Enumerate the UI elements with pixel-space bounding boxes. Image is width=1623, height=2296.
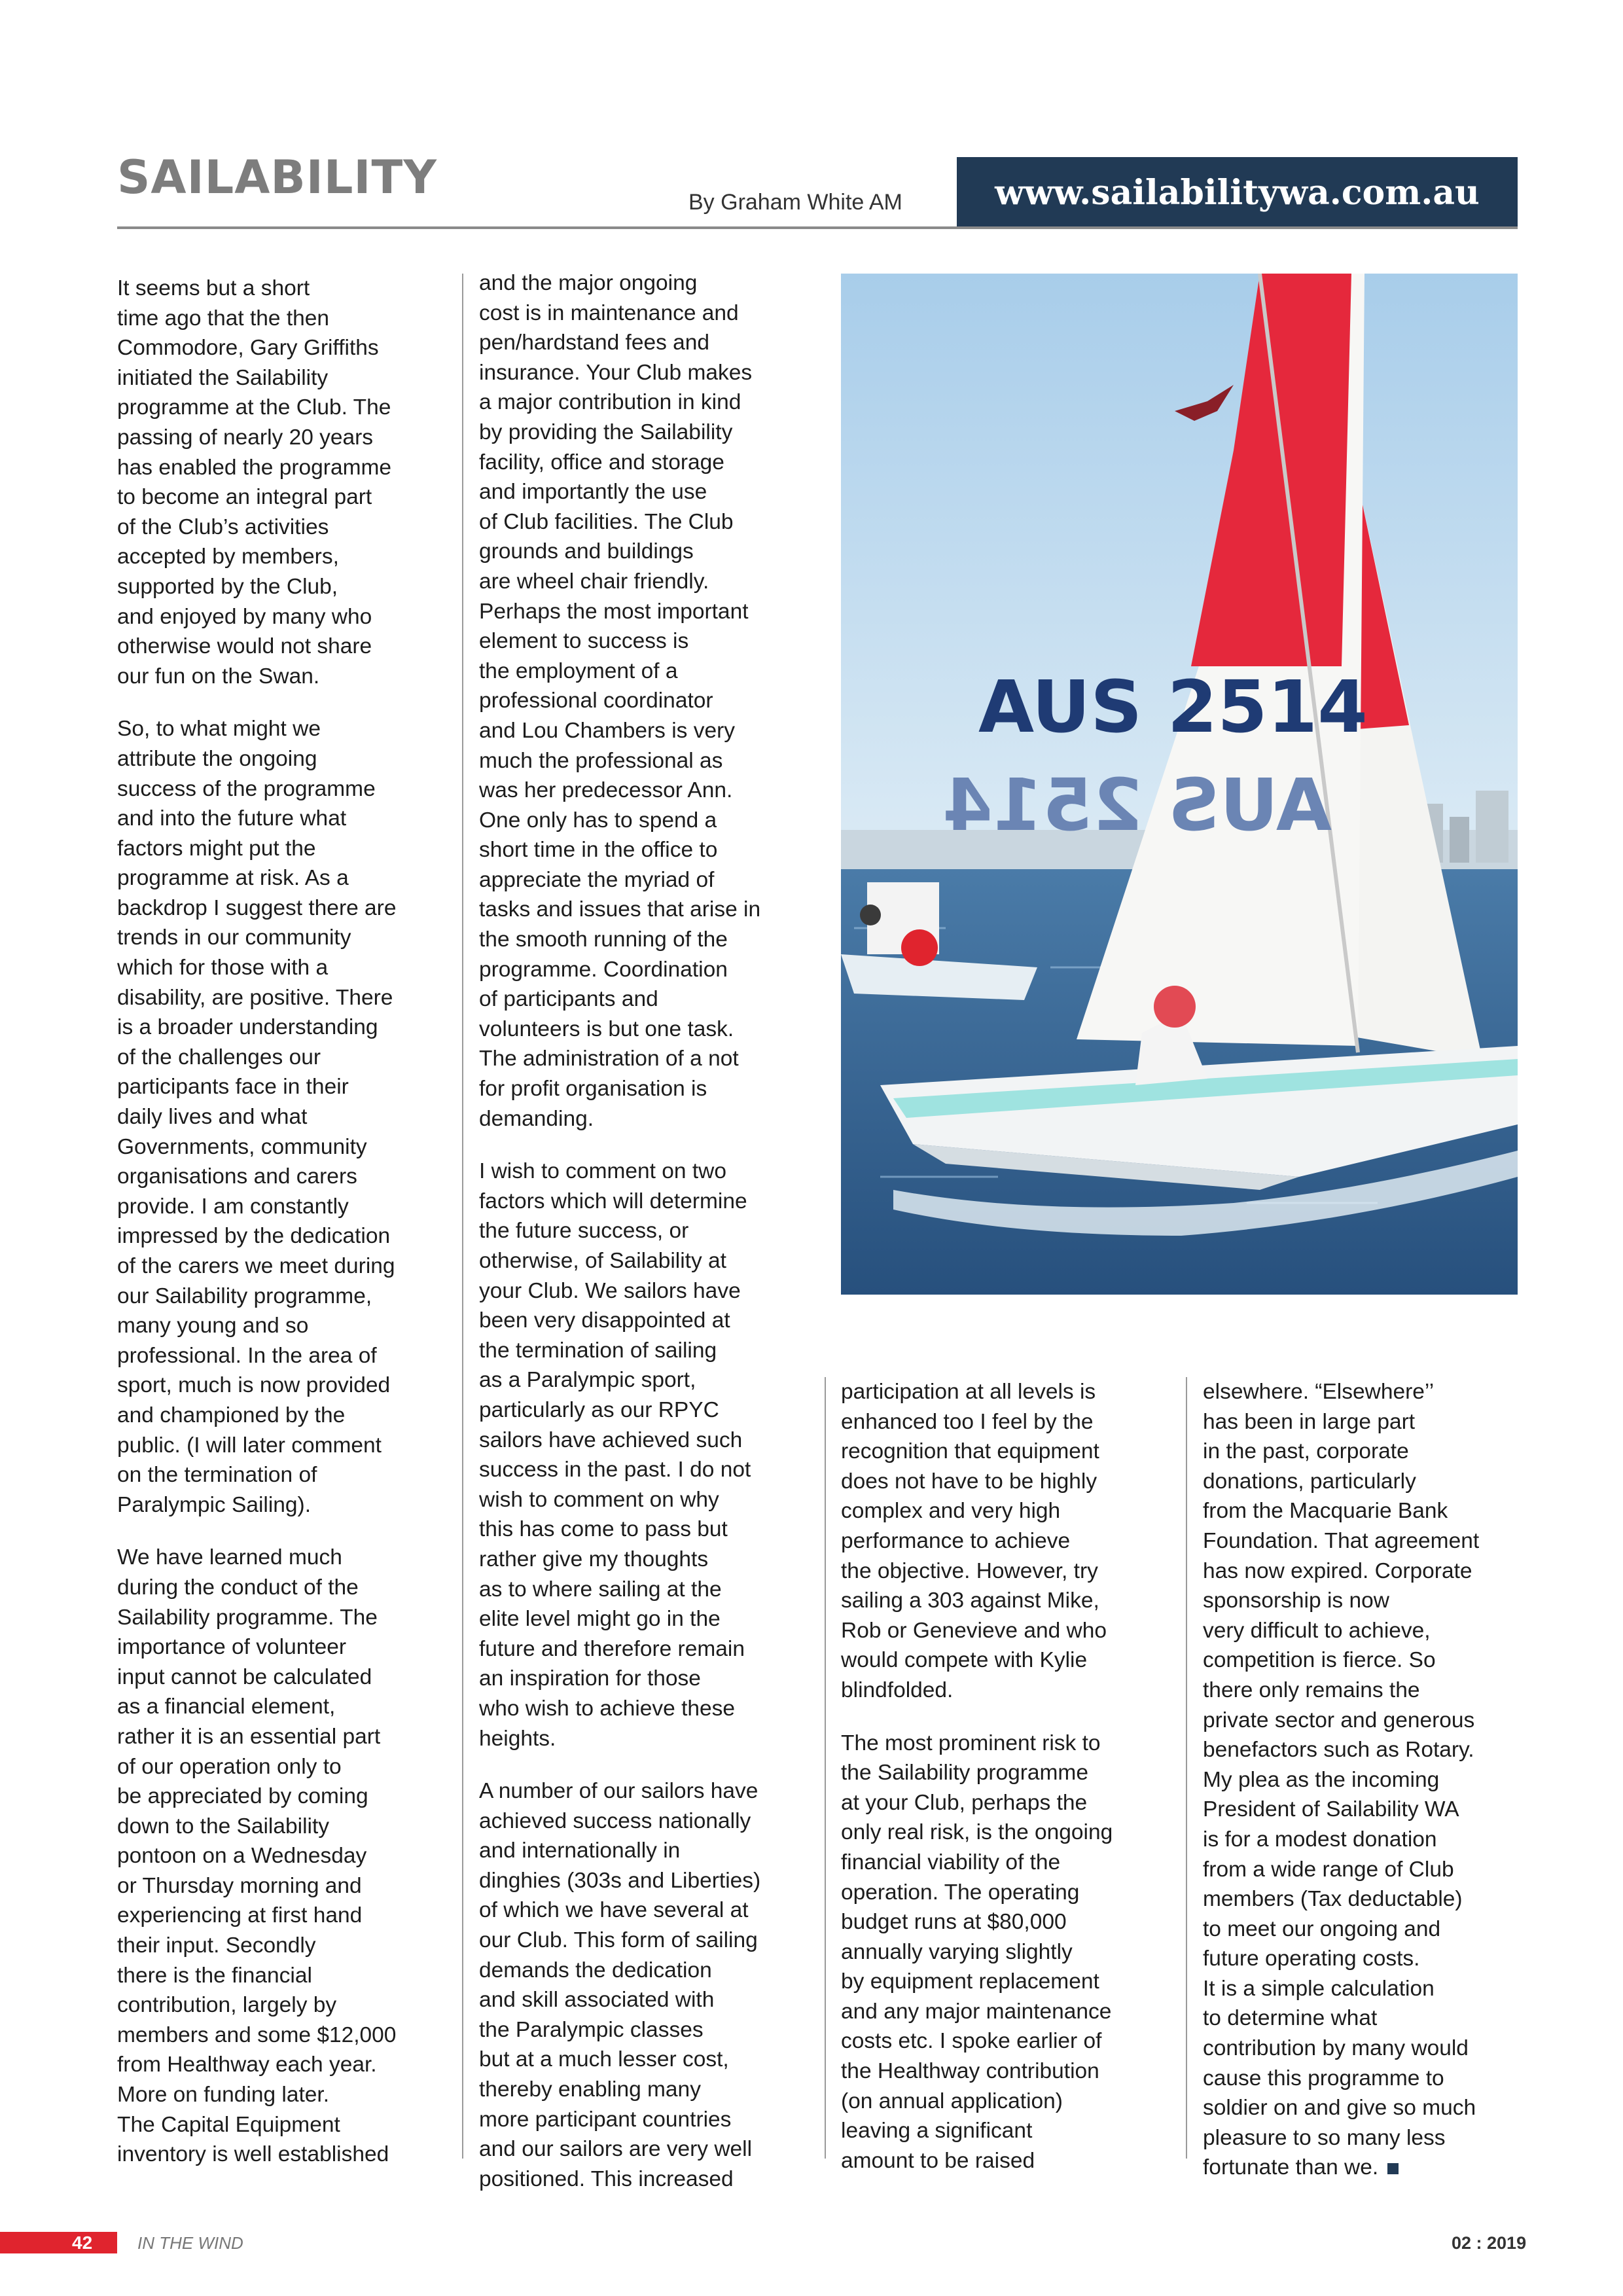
footer-page-tab bbox=[0, 2232, 117, 2253]
paragraph: and the major ongoing cost is in maintenance and pen/hardstand fees and insurance. Your Club makes a major contribution in kind by providing the Sailability facility, office and storage and importantly the use of Club facilities. The Club grounds and buildings are wheel chair friendly. Perhaps the most important element to success is the employment of a professional coordinator and Lou Chambers is very much the professional as was her predecessor Ann. One only has to spend a short time in the office to appreciate the myriad of tasks and issues that arise in the smooth running of the programme. Coordination of participants and volunteers is but one task. The administration of a not for profit organisation is demanding. bbox=[479, 271, 761, 1131]
paragraph bbox=[1203, 1377, 1530, 2183]
page-number: 42 bbox=[72, 2233, 93, 2253]
section-title: SAILABILITY bbox=[117, 151, 437, 204]
column-divider bbox=[462, 274, 463, 2159]
byline: By Graham White AM bbox=[688, 190, 902, 215]
paragraph: participation at all levels is enhanced too I feel by the recognition that equipment does not have to be highly complex and very high performance to achieve the objective. However, try sailing a 303 against Mike, Rob or Genevieve and who would compete with Kylie blindfolded. bbox=[841, 1380, 1107, 1702]
paragraph: I wish to comment on two factors which will determine the future success, or otherwise, of Sailability at your Club. We sailors have been very disappointed at the termination of sailing as a Paralympic sport, particularly as our RPYC sailors have achieved such success in the past. I do not wish to comment on why this has come to pass but rather give my thoughts as to where sailing at the elite level might go in the future and therefore remain an inspiration for those who wish to achieve these heights. bbox=[479, 1159, 751, 1751]
sailing-photo bbox=[841, 274, 1518, 1295]
end-of-article-mark bbox=[1387, 2163, 1399, 2174]
website-link[interactable]: www.sailabilitywa.com.au bbox=[995, 172, 1480, 213]
paragraph: It seems but a short time ago that the then Commodore, Gary Griffiths initiated the Sailability programme at the Club. The passing of nearly 20 years has enabled the programme to become an integral part of the Club’s activities accepted by members, supported by the Club, and enjoyed by many who otherwise would not share our fun on the Swan. bbox=[117, 276, 392, 689]
paragraph: A number of our sailors have achieved success nationally and internationally in dinghies (303s and Liberties) of which we have several at our Club. This form of sailing demands the dedication and skill associated with the Paralympic classes but at a much lesser cost, thereby enabling many more participant countries and our sailors are very well positioned. This increased bbox=[479, 1779, 761, 2191]
paragraph: So, to what might we attribute the ongoing success of the programme and into the future what factors might put the programme at risk. As a backdrop I suggest there are trends in our community which for those with a disability, are positive. There is a broader understanding of the challenges our participants face in their daily lives and what Governments, community organisations and carers provide. I am constantly impressed by the dedication of the carers we meet during our Sailability programme, many young and so professional. In the area of sport, much is now provided and championed by the public. (I will later comment on the termination of Paralympic Sailing). bbox=[117, 717, 397, 1517]
dinghy-illustration bbox=[841, 274, 1518, 1295]
article-column-2 bbox=[479, 268, 806, 2194]
magazine-name: IN THE WIND bbox=[137, 2233, 243, 2253]
issue-number: 02 : 2019 bbox=[1452, 2233, 1527, 2253]
article-column-1 bbox=[117, 274, 444, 2170]
closing-paragraph-text: elsewhere. “Elsewhere’’ has been in large part in the past, corporate donations, particularly from the Macquarie Bank Foundation. That agreement has now expired. Corporate sponsorship is now very difficult to achieve, competition is fierce. So there only remains the private sector and generous benefactors such as Rotary. My plea as the incoming President of Sailability WA is for a modest donation from a wide range of Club members (Tax deductable) to meet our ongoing and future operating costs. It is a simple calculation to determine what contribution by many would cause this programme to soldier on and give so much pleasure to so many less fortunate than we. bbox=[1203, 1380, 1480, 2180]
header-divider bbox=[117, 226, 1518, 229]
column-divider bbox=[1186, 1377, 1187, 2159]
website-banner[interactable] bbox=[957, 157, 1518, 228]
paragraph: We have learned much during the conduct of the Sailability programme. The importance of volunteer input cannot be calculated as a financial element, rather it is an essential part of our operation only to be appreciated by coming down to the Sailability pontoon on a Wednesday or Thursday morning and experiencing at first hand their input. Secondly there is the financial contribution, largely by members and some $12,000 from Healthway each year. More on funding later. The Capital Equipment inventory is well established bbox=[117, 1545, 397, 2167]
paragraph: The most prominent risk to the Sailability programme at your Club, perhaps the only real risk, is the ongoing financial viability of the operation. The operating budget runs at $80,000 annually varying slightly by equipment replacement and any major maintenance costs etc. I spoke earlier of the Healthway contribution (on annual application) leaving a significant amount to be raised bbox=[841, 1731, 1113, 2173]
sail-number: AUS 2514 bbox=[978, 665, 1368, 749]
article-column-4 bbox=[1203, 1377, 1530, 2183]
column-divider bbox=[825, 1377, 826, 2159]
article-column-3 bbox=[841, 1377, 1168, 2176]
mirrored-sail-number: AUS 2514 bbox=[942, 763, 1332, 847]
